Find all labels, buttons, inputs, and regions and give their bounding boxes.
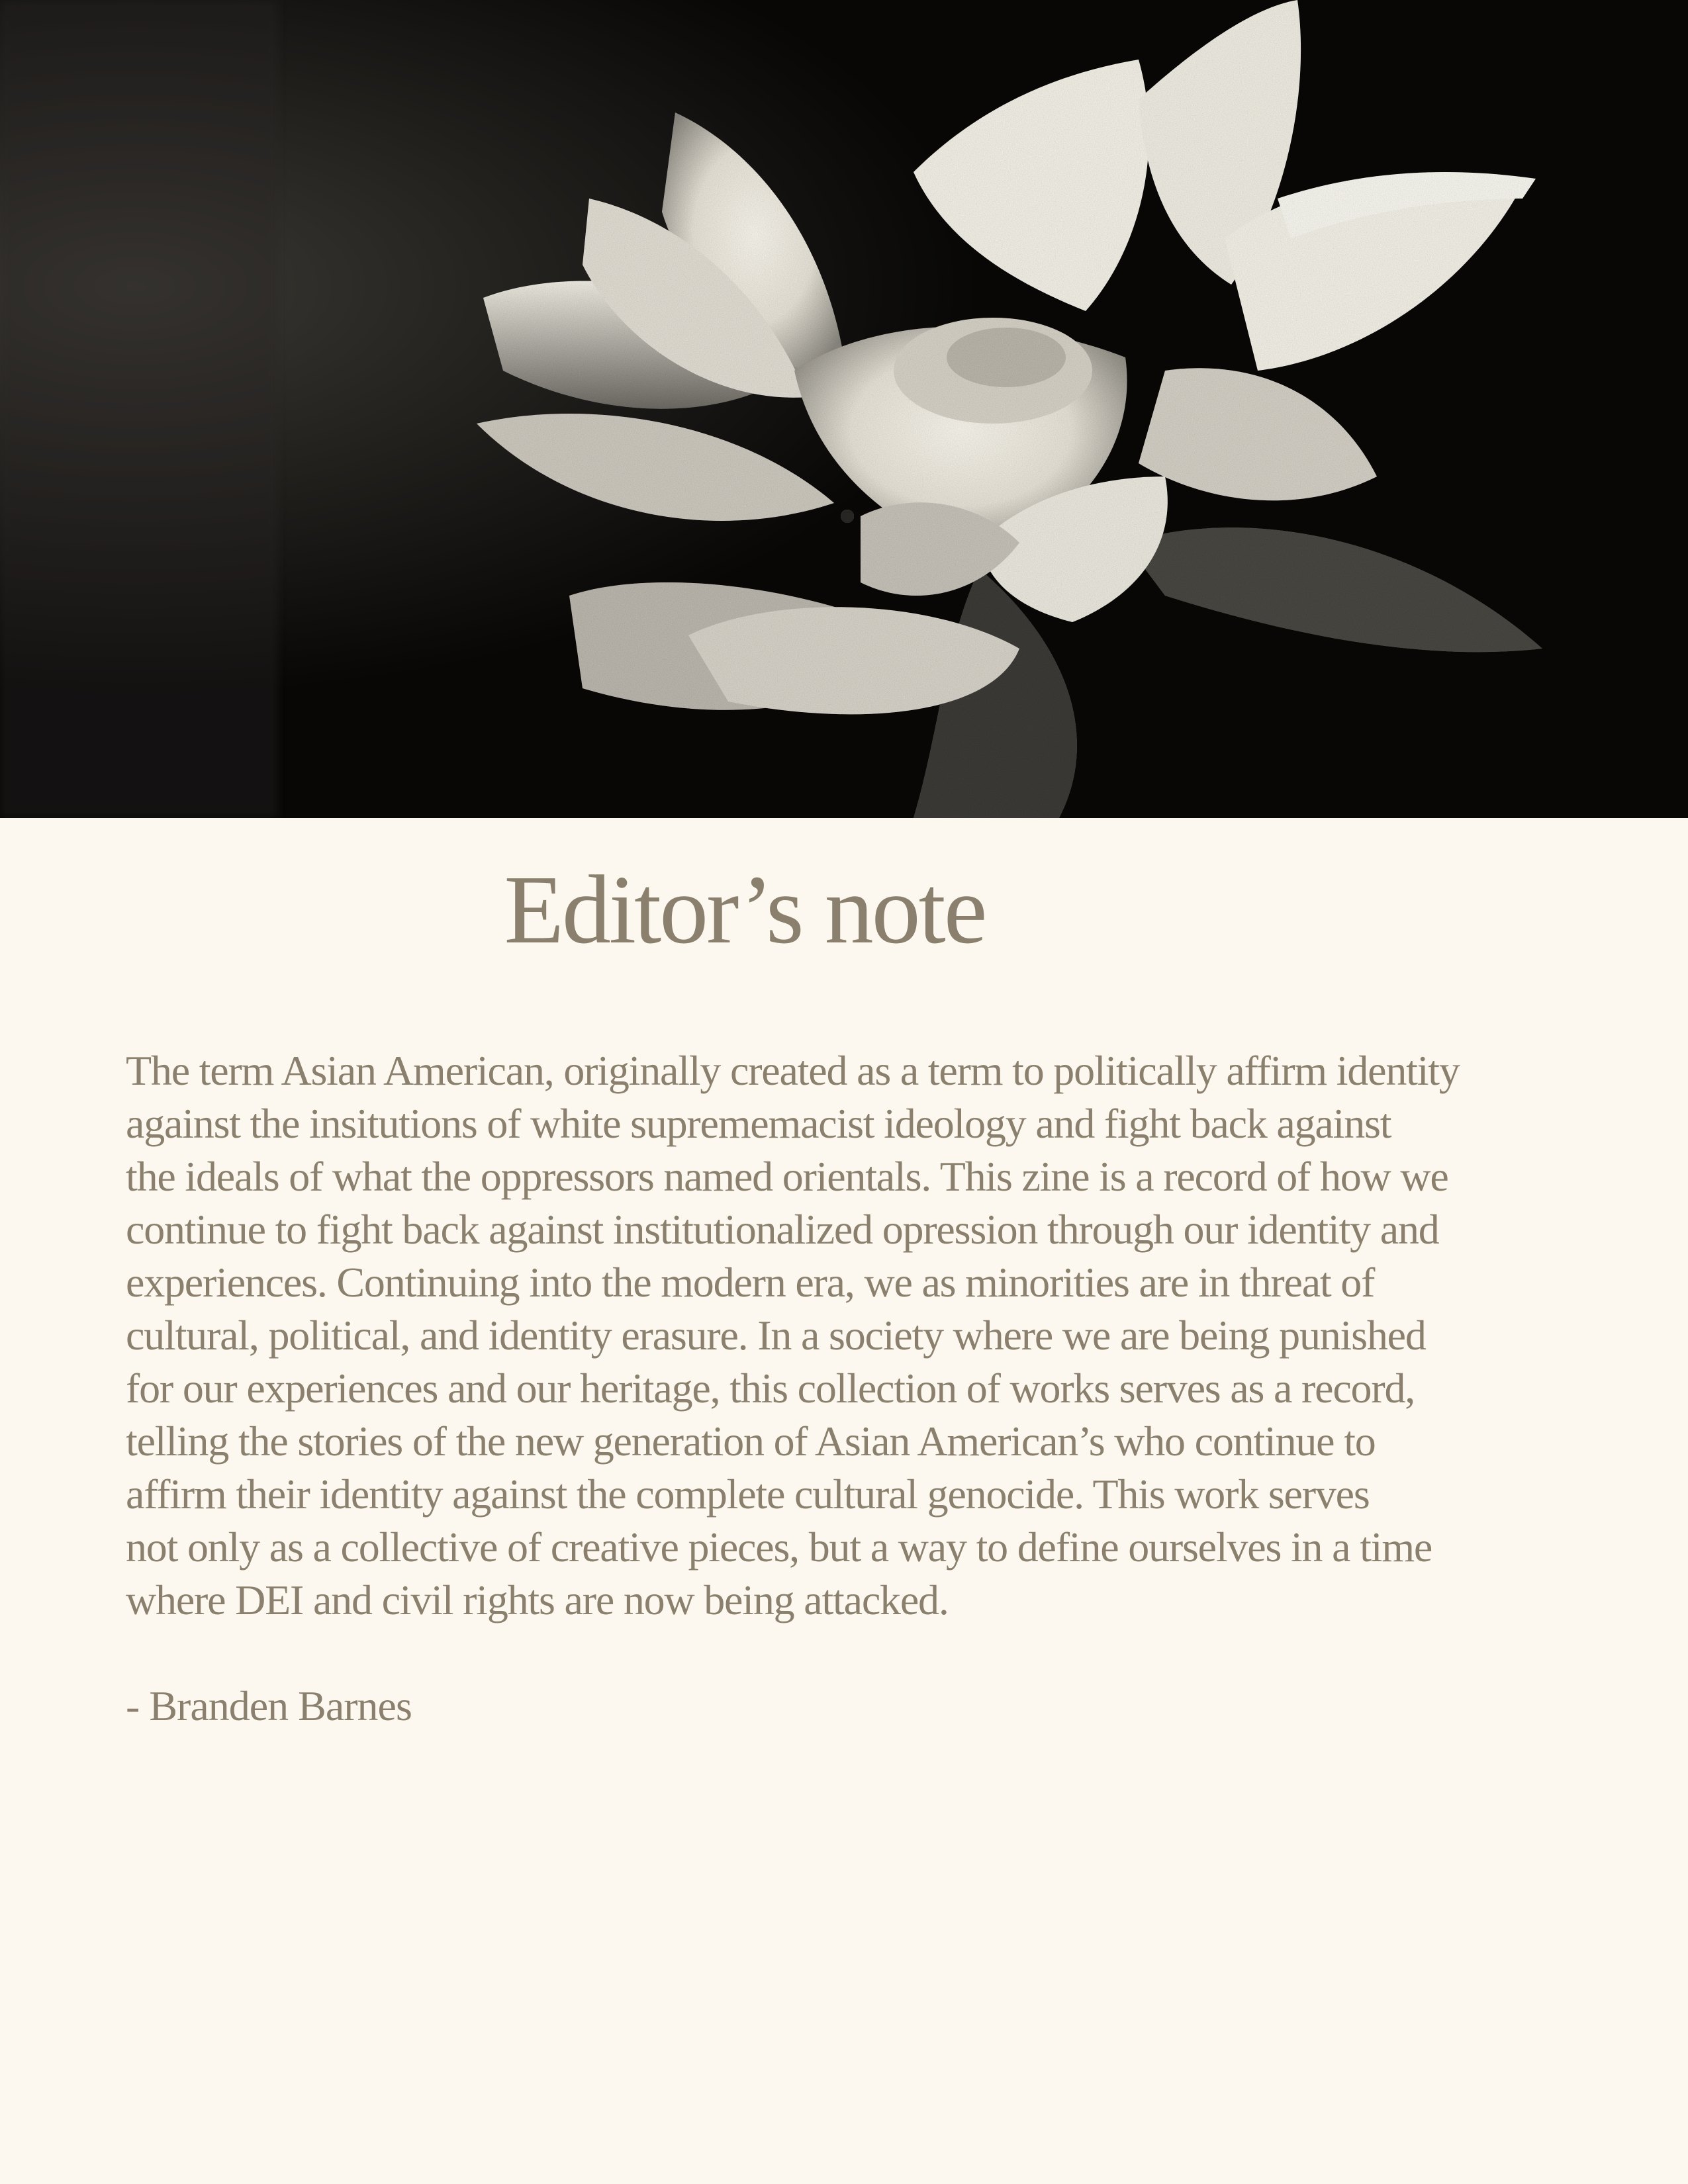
- body-line: the ideals of what the oppressors named orientals. This zine is a record of how we: [126, 1153, 1448, 1200]
- body-line: telling the stories of the new generation of Asian American’s who continue to: [126, 1418, 1376, 1465]
- lotus-flower-image: [0, 0, 1688, 818]
- body-line: affirm their identity against the complete cultural genocide. This work serves: [126, 1471, 1370, 1518]
- lotus-photo: [0, 0, 1688, 818]
- body-line: not only as a collective of creative pieces, but a way to define ourselves in a time: [126, 1524, 1432, 1570]
- body-line: The term Asian American, originally created as a term to politically affirm identity: [126, 1047, 1460, 1094]
- author-signature: - Branden Barnes: [126, 1682, 412, 1729]
- page-title: Editor’s note: [504, 856, 986, 964]
- body-line: for our experiences and our heritage, this collection of works serves as a record,: [126, 1365, 1415, 1412]
- editor-note-body: [126, 1044, 1609, 1627]
- body-line: where DEI and civil rights are now being attacked.: [126, 1576, 949, 1623]
- body-line: continue to fight back against institutionalized opression through our identity and: [126, 1206, 1439, 1253]
- body-line: experiences. Continuing into the modern era, we as minorities are in threat of: [126, 1259, 1375, 1306]
- body-line: cultural, political, and identity erasure. In a society where we are being punished: [126, 1312, 1426, 1359]
- body-line: against the insitutions of white suprememacist ideology and fight back against: [126, 1100, 1391, 1147]
